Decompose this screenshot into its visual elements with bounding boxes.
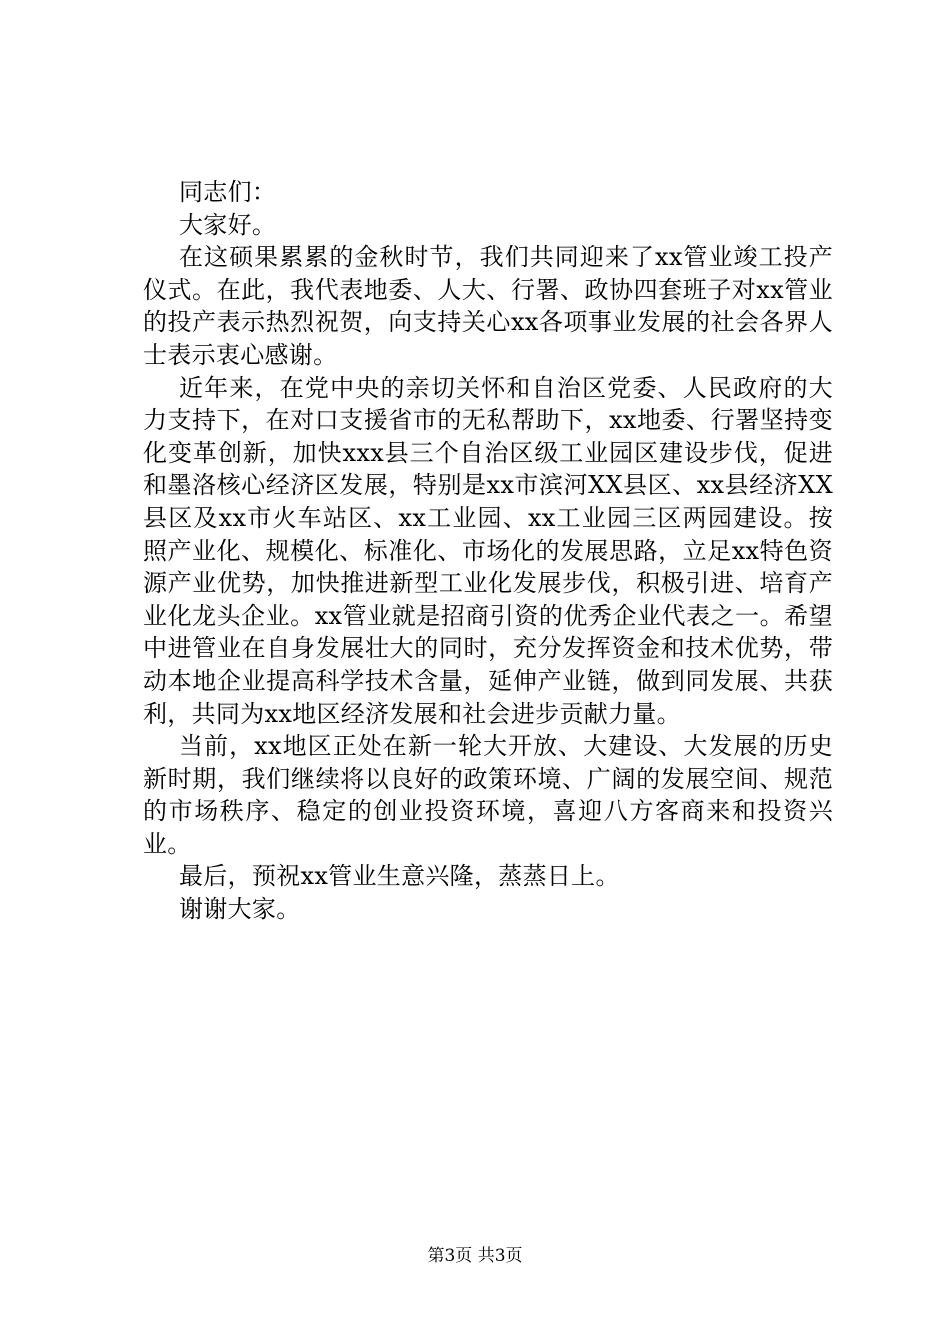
- salutation: 同志们：: [179, 178, 277, 206]
- paragraph-wishes: 最后，预祝xx管业生意兴隆，蒸蒸日上。: [179, 862, 620, 891]
- closing-thanks: 谢谢大家。: [179, 895, 301, 924]
- speech-body: [143, 176, 833, 926]
- page-number-footer: 第3页 共3页: [427, 1246, 523, 1266]
- paragraph-congratulations: 在这硕果累累的金秋时节，我们共同迎来了xx管业竣工投产仪式。在此，我代表地委、人大、行署、政协四套班子对xx管业的投产表示热烈祝贺，向支持关心xx各项事业发展的社会各界人士表示衷心感谢。: [143, 243, 833, 369]
- paragraph-outlook: 当前，xx地区正处在新一轮大开放、大建设、大发展的历史新时期，我们继续将以良好的政策环境、广阔的发展空间、规范的市场秩序、稳定的创业投资环境，喜迎八方客商来和投资兴业。: [143, 732, 833, 858]
- paragraph-development: 近年来，在党中央的亲切关怀和自治区党委、人民政府的大力支持下，在对口支援省市的无私帮助下，xx地委、行署坚持变化变革创新，加快xxx县三个自治区级工业园区建设步伐，促进和墨洛核心经济区发展，特别是xx市滨河XX县区、xx县经济XX县区及xx市火车站区、xx工业园、xx工业园三区两园建设。按照产业化、规模化、标准化、市场化的发展思路，立足xx特色资源产业优势，加快推进新型工业化发展步伐，积极引进、培育产业化龙头企业。xx管业就是招商引资的优秀企业代表之一。希望中进管业在自身发展壮大的同时，充分发挥资金和技术优势，带动本地企业提高科学技术含量，延伸产业链，做到同发展、共获利，共同为xx地区经济发展和社会进步贡献力量。: [143, 373, 833, 728]
- greeting: 大家好。: [179, 210, 277, 239]
